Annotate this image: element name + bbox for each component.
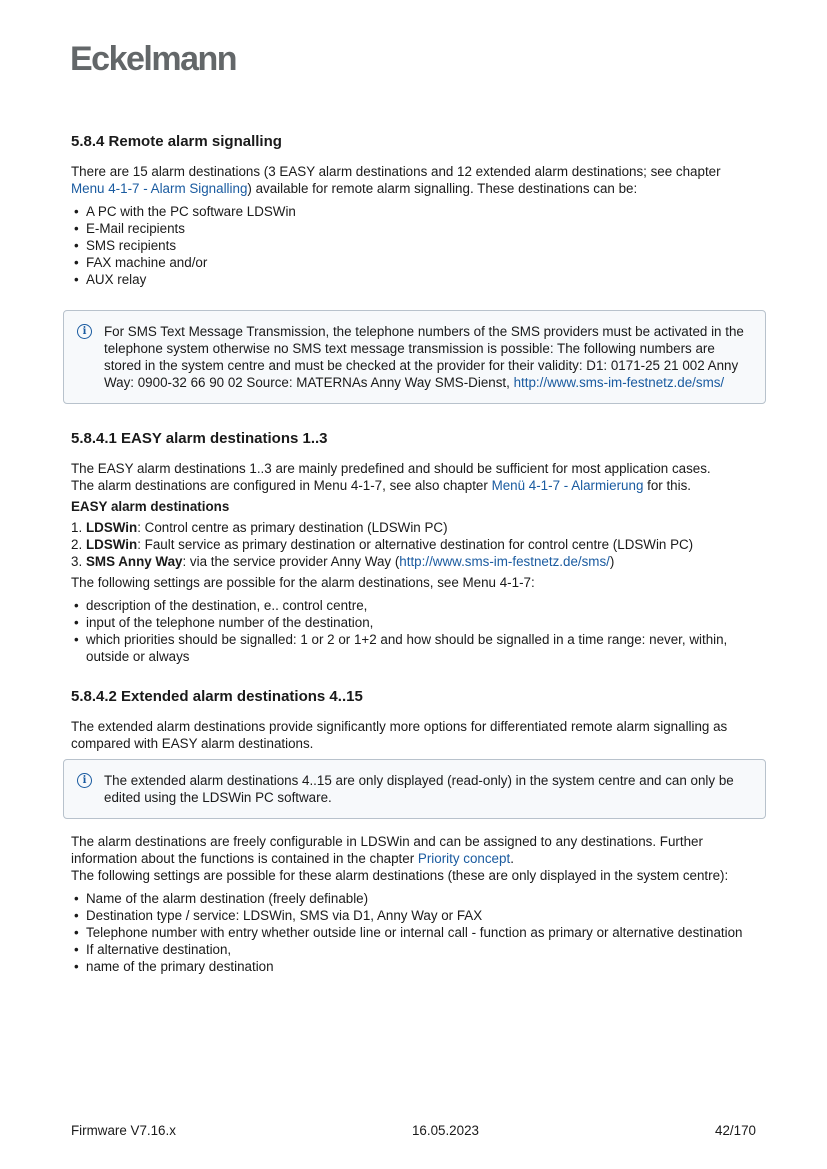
extended-info-note <box>63 759 766 819</box>
extended-para-1: The extended alarm destinations provide significantly more options for differentiated remote alarm signalling as compared with EASY alarm destinations. <box>71 719 728 751</box>
sms-info-note <box>63 310 766 404</box>
document-date: 16.05.2023 <box>411 1123 479 1138</box>
list-item: 1. LDSWin: Control centre as primary destination (LDSWin PC) <box>71 520 448 535</box>
list-item: • Destination type / service: LDSWin, SMS via D1, Anny Way or FAX <box>71 907 756 924</box>
settings-intro: The following settings are possible for the alarm destinations, see Menu 4-1-7: <box>71 575 535 590</box>
easy-destination-list <box>71 519 756 570</box>
link-sms-festnetz[interactable]: http://www.sms-im-festnetz.de/sms/ <box>399 554 610 569</box>
list-item: • SMS recipients <box>71 237 756 254</box>
list-item: • FAX machine and/or <box>71 254 756 271</box>
easy-subheading: EASY alarm destinations <box>71 499 230 514</box>
link-menu-4-1-7-alarm-signalling[interactable]: Menu 4-1-7 - Alarm Signalling <box>71 181 248 196</box>
note-text: For SMS Text Message Transmission, the telephone numbers of the SMS providers must be activated in the telephone system otherwise no SMS text message transmission is possible: The following numbers are stored in the system centre and must be checked at the provider for their validity: D1: 0171-25 21 002 Anny Way: 0900-32 66 90 02 Source: MATERNAs Anny Way SMS-Dienst, http://www.sms-im-festnetz.de/sms/ <box>104 324 744 390</box>
list-item: • AUX relay <box>71 271 756 288</box>
list-item: 3. SMS Anny Way: via the service provider Anny Way (http://www.sms-im-festnetz.de/sms/) <box>71 554 615 569</box>
section-title-5-8-4: 5.8.4 Remote alarm signalling <box>71 133 282 150</box>
list-item: • which priorities should be signalled: 1 or 2 or 1+2 and how should be signalled in a time range: never, within, outside or always <box>71 631 756 665</box>
destination-list <box>71 203 756 288</box>
firmware-version: Firmware V7.16.x <box>71 1123 176 1138</box>
info-circle-icon: i <box>77 773 92 788</box>
section-title-5-8-4-1: 5.8.4.1 EASY alarm destinations 1..3 <box>71 430 328 447</box>
extended-para-3: The following settings are possible for these alarm destinations (these are only displayed in the system centre): <box>71 868 729 883</box>
page-content <box>71 133 756 975</box>
link-sms-festnetz[interactable]: http://www.sms-im-festnetz.de/sms/ <box>513 375 725 390</box>
list-item: • input of the telephone number of the destination, <box>71 614 756 631</box>
list-item: 2. LDSWin: Fault service as primary destination or alternative destination for control centre (LDSWin PC) <box>71 537 694 552</box>
extended-settings-list <box>71 890 756 975</box>
extended-para-2: The alarm destinations are freely configurable in LDSWin and can be assigned to any destinations. Further information about the functions is contained in the chapter Priority concept. <box>71 834 703 866</box>
list-item: • description of the destination, e.. control centre, <box>71 597 756 614</box>
list-item: • Telephone number with entry whether outside line or internal call - function as primary or alternative destination <box>71 924 756 941</box>
link-menu-4-1-7-alarmierung[interactable]: Menü 4-1-7 - Alarmierung <box>491 478 644 493</box>
list-item: • name of the primary destination <box>71 958 756 975</box>
list-item: • A PC with the PC software LDSWin <box>71 203 756 220</box>
note-text: The extended alarm destinations 4..15 are only displayed (read-only) in the system centre and can only be edited using the LDSWin PC software. <box>104 773 734 805</box>
list-item: • If alternative destination, <box>71 941 756 958</box>
easy-para-1: The EASY alarm destinations 1..3 are mainly predefined and should be sufficient for most application cases. <box>71 461 711 476</box>
page-number: 42/170 <box>715 1123 756 1138</box>
intro-paragraph: There are 15 alarm destinations (3 EASY alarm destinations and 12 extended alarm destinations; see chapter Menu 4-1-7 - Alarm Signalling) available for remote alarm signalling. These destinations can be: <box>71 164 721 196</box>
page-footer <box>71 1123 756 1138</box>
info-circle-icon: i <box>77 324 92 339</box>
list-item: • E-Mail recipients <box>71 220 756 237</box>
list-item: • Name of the alarm destination (freely definable) <box>71 890 756 907</box>
easy-para-2: The alarm destinations are configured in Menu 4-1-7, see also chapter Menü 4-1-7 - Alarmierung for this. <box>71 478 692 493</box>
section-title-5-8-4-2: 5.8.4.2 Extended alarm destinations 4..15 <box>71 688 363 705</box>
eckelmann-logo: Eckelmann <box>70 40 237 78</box>
link-priority-concept[interactable]: Priority concept <box>417 851 511 866</box>
easy-settings-list <box>71 597 756 665</box>
